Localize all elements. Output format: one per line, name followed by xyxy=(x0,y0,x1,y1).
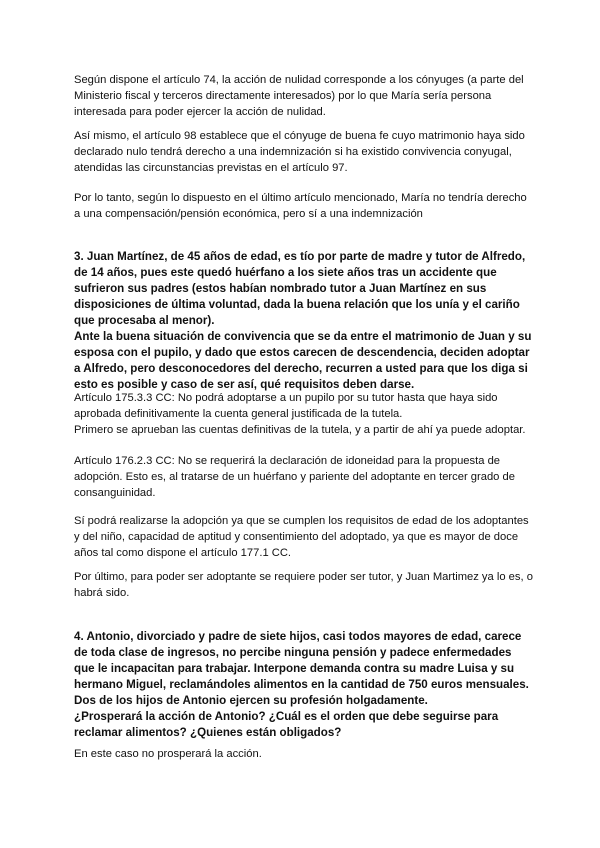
paragraph-conclusion xyxy=(74,190,534,222)
answer-text: Por último, para poder ser adoptante se requiere poder ser tutor, y Juan Martimez ya lo es, o habrá sido. xyxy=(74,571,533,599)
question-4 xyxy=(74,629,534,741)
answer-text: Primero se aprueban las cuentas definitivas de la tutela, y a partir de ahí ya puede adoptar. xyxy=(74,424,526,436)
answer-3-requisitos xyxy=(74,513,534,561)
answer-3-article-175 xyxy=(74,390,534,438)
answer-text: En este caso no prosperará la acción. xyxy=(74,748,262,760)
answer-3-tutor xyxy=(74,569,534,601)
answer-text: Artículo 175.3.3 CC: No podrá adoptarse a un pupilo por su tutor hasta que haya sido aprobada definitivamente la cuenta general justificada de la tutela. xyxy=(74,392,498,420)
paragraph-indemnizacion xyxy=(74,128,534,176)
answer-3-article-176 xyxy=(74,453,534,501)
question-4-request: ¿Prosperará la acción de Antonio? ¿Cuál es el orden que debe seguirse para reclamar alimentos? ¿Quienes están obligados? xyxy=(74,710,499,739)
paragraph-text: Según dispone el artículo 74, la acción de nulidad corresponde a los cónyuges (a parte del Ministerio fiscal y terceros directamente interesados) por lo que María sería persona interesada para poder ejercer la acción de nulidad. xyxy=(74,74,524,118)
answer-text: Sí podrá realizarse la adopción ya que se cumplen los requisitos de edad de los adoptantes y del niño, capacidad de aptitud y consentimiento del adoptado, ya que es mayor de doce años tal como dispone el artículo 177.1 CC. xyxy=(74,515,529,559)
question-3-statement: 3. Juan Martínez, de 45 años de edad, es tío por parte de madre y tutor de Alfredo, de 14 años, pues este quedó huérfano a los siete años tras un accidente que sufrieron sus padres (estos habían nombrado tutor a Juan Martínez en sus disposiciones de última voluntad, dada la buena relación que los unía y el cariño que procesaba al menor). xyxy=(74,250,526,327)
answer-text: Artículo 176.2.3 CC: No se requerirá la declaración de idoneidad para la propuesta de adopción. Esto es, al tratarse de un huérfano y pariente del adoptante en tercer grado de consanguinidad. xyxy=(74,455,515,499)
question-4-statement: 4. Antonio, divorciado y padre de siete hijos, casi todos mayores de edad, carece de toda clase de ingresos, no percibe ninguna pensión y padece enfermedades que le incapacitan para trabajar. Interpone demanda contra su madre Luisa y su hermano Miguel, reclamándoles alimentos en la cantidad de 750 euros mensuales. Dos de los hijos de Antonio ejercen su profesión holgadamente. xyxy=(74,630,529,707)
answer-4 xyxy=(74,746,534,762)
paragraph-text: Así mismo, el artículo 98 establece que el cónyuge de buena fe cuyo matrimonio haya sido declarado nulo tendrá derecho a una indemnización si ha existido convivencia conyugal, atendidas las circunstancias previstas en el artículo 97. xyxy=(74,130,525,174)
paragraph-nulidad xyxy=(74,72,534,120)
paragraph-text: Por lo tanto, según lo dispuesto en el último artículo mencionado, María no tendría derecho a una compensación/pensión económica, pero sí a una indemnización xyxy=(74,192,527,220)
question-3-request: Ante la buena situación de convivencia que se da entre el matrimonio de Juan y su esposa con el pupilo, y dado que estos carecen de descendencia, deciden adoptar a Alfredo, pero desconocedores del derecho, recurren a usted para que los diga si esto es posible y caso de ser así, qué requisitos deben darse. xyxy=(74,330,532,391)
question-3 xyxy=(74,249,534,393)
